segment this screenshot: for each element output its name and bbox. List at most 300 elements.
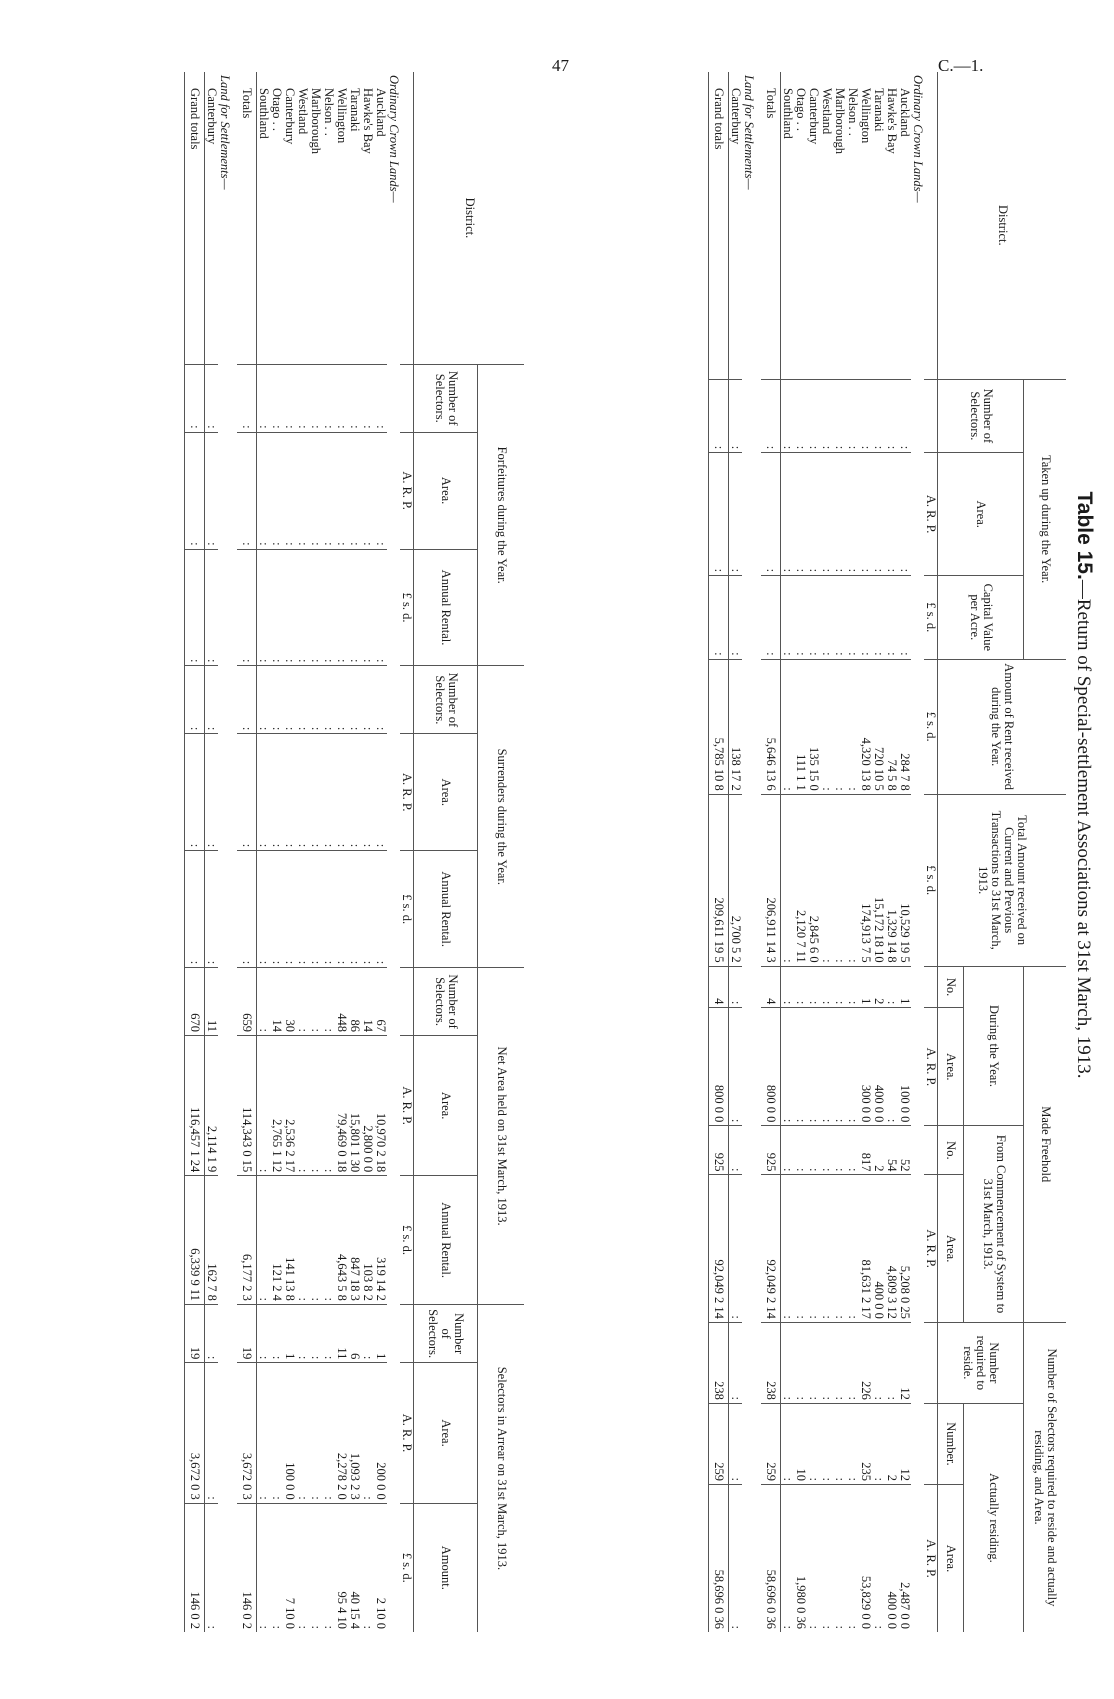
cell-res-no: : (729, 1403, 743, 1484)
cell-fc-no: : (847, 1126, 860, 1175)
cell-ar-area: : (271, 1363, 284, 1503)
cell-fo-area: : (205, 432, 219, 549)
cell-fc-area: : (847, 1175, 860, 1322)
cell-na-rent: 6,177 2 3 (238, 1176, 258, 1305)
grand-totals-row (185, 72, 205, 1632)
district-name: Grand totals (185, 72, 205, 364)
cell-su-rent: : (238, 851, 258, 968)
cell-fo-rent: : (205, 549, 219, 666)
cell-total: : (847, 794, 860, 966)
cell-na-rent: 103 8 2 (362, 1176, 375, 1305)
district-name: Totals (238, 72, 258, 364)
cell-su-sel: : (323, 666, 336, 734)
cell-ar-sel: 19 (185, 1304, 205, 1362)
district-name: Hawke's Bay (885, 88, 900, 154)
cell-su-area: : (271, 734, 284, 851)
cell-fo-area: : (323, 432, 336, 549)
cell-dy-area: 100 0 0 (899, 1008, 912, 1126)
cell-ar-area: : (205, 1363, 219, 1503)
header-annual-rental: Annual Rental. (414, 851, 478, 968)
cell-tu-sel: : (899, 379, 912, 453)
table-row (860, 72, 873, 1632)
cell-req: : (781, 1322, 795, 1403)
cell-res-no: 2 (886, 1403, 899, 1484)
cell-total: 15,172 18 10 (873, 794, 886, 966)
cell-na-rent: 121 2 4 (271, 1176, 284, 1305)
cell-fc-area: 5,208 0 25 (899, 1175, 912, 1322)
cell-res-no: 235 (860, 1403, 873, 1484)
cell-na-area: 2,800 0 0 (362, 1035, 375, 1175)
cell-tu-cap: : (821, 576, 834, 660)
cell-dy-no: : (729, 966, 743, 1008)
cell-res-no: 12 (899, 1403, 912, 1484)
table-row (349, 72, 362, 1632)
cell-fc-no: 54 (886, 1126, 899, 1175)
cell-fo-rent: : (310, 549, 323, 666)
header-area: Area. (938, 453, 1024, 576)
units-arp: A. R. P. (401, 1363, 415, 1503)
cell-dy-area: : (781, 1008, 795, 1126)
cell-dy-area: : (834, 1008, 847, 1126)
cell-tu-cap: : (781, 576, 795, 660)
cell-fc-no: : (834, 1126, 847, 1175)
table-row (886, 72, 899, 1632)
cell-fc-area: : (729, 1175, 743, 1322)
cell-fo-sel: : (362, 364, 375, 432)
header-num-selectors: Number of Selectors. (414, 1304, 478, 1362)
units-lsd: £ s. d. (925, 576, 939, 660)
cell-su-rent: : (375, 851, 388, 968)
cell-res-area: 53,829 0 0 (860, 1484, 873, 1632)
cell-tu-sel: : (873, 379, 886, 453)
header-num-selectors: Number of Selectors. (414, 364, 478, 432)
cell-fo-rent: : (185, 549, 205, 666)
cell-fc-no: : (795, 1126, 808, 1175)
cell-su-rent: : (349, 851, 362, 968)
units-lsd: £ s. d. (401, 1176, 415, 1305)
units-arp: A. R. P. (401, 1035, 415, 1175)
cell-ar-area: 3,672 0 3 (185, 1363, 205, 1503)
cell-na-sel: 30 (284, 968, 297, 1036)
cell-fo-area: : (349, 432, 362, 549)
cell-req: 12 (899, 1322, 912, 1403)
cell-su-area: : (297, 734, 310, 851)
units-blank (401, 666, 415, 734)
cell-su-area: : (284, 734, 297, 851)
units-blank (401, 968, 415, 1036)
header-dy-area: Area. (938, 1008, 964, 1126)
cell-su-rent: : (185, 851, 205, 968)
cell-su-rent: : (205, 851, 219, 968)
cell-na-rent: : (310, 1176, 323, 1305)
units-lsd: £ s. d. (925, 794, 939, 966)
cell-tu-sel: : (808, 379, 821, 453)
cell-ar-sel: 11 (336, 1304, 349, 1362)
cell-dy-no: : (821, 966, 834, 1008)
cell-su-sel: : (257, 666, 271, 734)
cell-res-no: : (781, 1403, 795, 1484)
cell-su-rent: : (310, 851, 323, 968)
cell-tu-sel: : (709, 379, 729, 453)
cell-tu-sel: : (847, 379, 860, 453)
cell-fc-area: 81,631 2 17 (860, 1175, 873, 1322)
district-name: Marlborough (309, 88, 324, 154)
cell-req: 238 (709, 1322, 729, 1403)
cell-fo-rent: : (336, 549, 349, 666)
section-settlements-row (743, 72, 762, 1632)
cell-tu-sel: : (821, 379, 834, 453)
table-title-text: —Return of Special-settlement Associations at 31st March, 1913. (1073, 579, 1094, 1079)
cell-fo-area: : (375, 432, 388, 549)
district-name: Totals (762, 72, 782, 379)
cell-fo-area: : (310, 432, 323, 549)
cell-ar-area: : (257, 1363, 271, 1503)
cell-fo-rent: : (362, 549, 375, 666)
cell-tu-cap: : (860, 576, 873, 660)
cell-rent: 4,320 13 8 (860, 659, 873, 794)
cell-tu-area: : (781, 453, 795, 576)
units-lsd: £ s. d. (925, 659, 939, 794)
cell-su-rent: : (257, 851, 271, 968)
cell-fo-area: : (362, 432, 375, 549)
cell-tu-area: : (795, 453, 808, 576)
cell-tu-sel: : (860, 379, 873, 453)
cell-tu-cap: : (886, 576, 899, 660)
district-name: Nelson . . (322, 88, 337, 136)
cell-ar-sel: : (323, 1304, 336, 1362)
cell-tu-cap: : (873, 576, 886, 660)
district-name: Taranaki (348, 88, 363, 132)
cell-ar-sel: : (310, 1304, 323, 1362)
cell-res-no: 259 (709, 1403, 729, 1484)
cell-dy-area: : (808, 1008, 821, 1126)
cell-ar-area: 2,278 2 0 (336, 1363, 349, 1503)
cell-tu-area: : (860, 453, 873, 576)
cell-na-area: 114,343 0 15 (238, 1035, 258, 1175)
cell-fo-sel: : (310, 364, 323, 432)
cell-res-area: 400 0 0 (886, 1484, 899, 1632)
cell-fc-area: 400 0 0 (873, 1175, 886, 1322)
cell-fc-area: 4,809 3 12 (886, 1175, 899, 1322)
cell-na-rent: : (257, 1176, 271, 1305)
cell-ar-amt: 146 0 2 (185, 1503, 205, 1632)
cell-fc-area: 92,049 2 14 (709, 1175, 729, 1322)
header-num-selectors: Number of Selectors. (414, 968, 478, 1036)
district-name: Otago . . (270, 88, 285, 132)
header-net-area: Net Area held on 31st March, 1913. (478, 968, 524, 1305)
cell-tu-sel: : (781, 379, 795, 453)
cell-fo-rent: : (375, 549, 388, 666)
header-selectors-reside: Number of Selectors required to reside and actually residing, and Area. (1024, 1322, 1066, 1632)
cell-fo-sel: : (257, 364, 271, 432)
cell-res-area: 58,696 0 36 (709, 1484, 729, 1632)
header-res-area: Area. (938, 1484, 964, 1632)
cell-fc-no: : (781, 1126, 795, 1175)
cell-dy-no: : (886, 966, 899, 1008)
cell-tu-sel: : (886, 379, 899, 453)
cell-res-area: : (729, 1484, 743, 1632)
cell-rent: 5,646 13 6 (762, 659, 782, 794)
cell-req: : (795, 1322, 808, 1403)
table-number: Table 15. (1073, 491, 1096, 580)
cell-su-sel: : (297, 666, 310, 734)
district-name: Auckland (898, 88, 913, 137)
cell-fo-area: : (238, 432, 258, 549)
table-row (310, 72, 323, 1632)
cell-ar-amt: 95 4 10 (336, 1503, 349, 1632)
cell-dy-area: 300 0 0 (860, 1008, 873, 1126)
cell-dy-no: : (795, 966, 808, 1008)
cell-na-rent: 162 7 8 (205, 1176, 219, 1305)
cell-na-area: : (323, 1035, 336, 1175)
cell-total: 174,913 7 5 (860, 794, 873, 966)
header-made-freehold: Made Freehold (1024, 966, 1066, 1322)
cell-na-rent: 319 14 2 (375, 1176, 388, 1305)
cell-na-area: 10,970 2 18 (375, 1035, 388, 1175)
cell-su-area: : (362, 734, 375, 851)
table-row (323, 72, 336, 1632)
table-title (1072, 0, 1096, 1570)
cell-fc-area: 92,049 2 14 (762, 1175, 782, 1322)
cell-dy-no: : (781, 966, 795, 1008)
cell-ar-sel: 19 (238, 1304, 258, 1362)
cell-su-sel: : (375, 666, 388, 734)
header-area: Area. (414, 734, 478, 851)
cell-fc-area: : (808, 1175, 821, 1322)
cell-fc-no: 925 (762, 1126, 782, 1175)
units-blank (925, 1403, 939, 1484)
cell-total: : (781, 794, 795, 966)
cell-su-area: : (375, 734, 388, 851)
cell-ar-sel: 1 (375, 1304, 388, 1362)
table-row (257, 72, 271, 1632)
header-annual-rental: Annual Rental. (414, 1176, 478, 1305)
header-res-number: Number. (938, 1403, 964, 1484)
section-settlements-label: Land for Settlements— (218, 75, 233, 190)
table-row (284, 72, 297, 1632)
document-reference: C.—1. (938, 56, 984, 75)
header-district: District. (414, 72, 524, 364)
cell-na-area: 2,536 2 17 (284, 1035, 297, 1175)
cell-ar-sel: : (297, 1304, 310, 1362)
cell-na-sel: 14 (271, 968, 284, 1036)
district-name: Auckland (374, 88, 389, 137)
cell-dy-area: : (795, 1008, 808, 1126)
cell-fo-rent: : (323, 549, 336, 666)
units-arp: A. R. P. (401, 734, 415, 851)
cell-na-sel: 659 (238, 968, 258, 1036)
cell-tu-cap: : (729, 576, 743, 660)
table-row (834, 72, 847, 1632)
units-lsd: £ s. d. (401, 1503, 415, 1632)
cell-total: 209,611 19 5 (709, 794, 729, 966)
cell-na-sel: : (257, 968, 271, 1036)
header-area: Area. (414, 432, 478, 549)
cell-fc-area: : (834, 1175, 847, 1322)
cell-tu-sel: : (729, 379, 743, 453)
units-blank (925, 72, 939, 379)
cell-ar-sel: : (271, 1304, 284, 1362)
cell-su-sel: : (310, 666, 323, 734)
cell-fo-area: : (284, 432, 297, 549)
cell-rent: 138 17 2 (729, 659, 743, 794)
table-row (847, 72, 860, 1632)
cell-res-area: : (808, 1484, 821, 1632)
cell-tu-sel: : (834, 379, 847, 453)
header-area: Area. (414, 1363, 478, 1503)
table-row (729, 72, 743, 1632)
cell-tu-sel: : (762, 379, 782, 453)
district-name: Canterbury (205, 88, 220, 145)
cell-fo-sel: : (271, 364, 284, 432)
cell-na-sel: 67 (375, 968, 388, 1036)
cell-ar-amt: : (257, 1503, 271, 1632)
cell-ar-area: : (310, 1363, 323, 1503)
units-lsd: £ s. d. (401, 549, 415, 666)
cell-fo-area: : (297, 432, 310, 549)
table-row (375, 72, 388, 1632)
cell-tu-area: : (847, 453, 860, 576)
cell-na-area: : (297, 1035, 310, 1175)
cell-fc-area: : (795, 1175, 808, 1322)
district-name: Grand totals (709, 72, 729, 379)
cell-dy-area: 400 0 0 (873, 1008, 886, 1126)
table-row (781, 72, 795, 1632)
cell-rent: : (834, 659, 847, 794)
units-blank (401, 1304, 415, 1362)
cell-fo-rent: : (349, 549, 362, 666)
cell-fc-no: 2 (873, 1126, 886, 1175)
cell-total: : (834, 794, 847, 966)
cell-na-sel: 14 (362, 968, 375, 1036)
table-row (808, 72, 821, 1632)
cell-tu-area: : (808, 453, 821, 576)
cell-ar-area: 100 0 0 (284, 1363, 297, 1503)
cell-tu-area: : (886, 453, 899, 576)
cell-res-no: : (821, 1403, 834, 1484)
page-number: 47 (552, 56, 569, 75)
table-row (205, 72, 219, 1632)
cell-su-sel: : (284, 666, 297, 734)
top-table (709, 72, 1067, 1632)
cell-fc-no: : (729, 1126, 743, 1175)
cell-res-area: : (821, 1484, 834, 1632)
cell-rent: : (847, 659, 860, 794)
cell-ar-amt: : (323, 1503, 336, 1632)
cell-res-area: 1,980 0 36 (795, 1484, 808, 1632)
cell-tu-sel: : (795, 379, 808, 453)
section-settlements-label: Land for Settlements— (742, 75, 757, 190)
cell-dy-no: 2 (873, 966, 886, 1008)
cell-fo-sel: : (205, 364, 219, 432)
cell-su-sel: : (349, 666, 362, 734)
cell-total: 2,120 7 11 (795, 794, 808, 966)
cell-tu-area: : (729, 453, 743, 576)
cell-fo-area: : (271, 432, 284, 549)
cell-fo-sel: : (349, 364, 362, 432)
cell-fo-rent: : (284, 549, 297, 666)
cell-ar-amt: 2 10 0 (375, 1503, 388, 1632)
units-arp: A. R. P. (925, 1008, 939, 1126)
top-table-wrap (709, 72, 1067, 1642)
cell-na-rent: 141 13 8 (284, 1176, 297, 1305)
cell-res-no: : (808, 1403, 821, 1484)
table-row (271, 72, 284, 1632)
cell-na-area: : (310, 1035, 323, 1175)
cell-na-rent: : (297, 1176, 310, 1305)
cell-rent: 720 10 5 (873, 659, 886, 794)
cell-na-area: 15,801 1 30 (349, 1035, 362, 1175)
cell-su-area: : (238, 734, 258, 851)
cell-tu-cap: : (847, 576, 860, 660)
units-blank (925, 1322, 939, 1403)
cell-ar-amt: 40 15 4 (349, 1503, 362, 1632)
cell-tu-area: : (834, 453, 847, 576)
cell-su-area: : (336, 734, 349, 851)
district-name: Westland (296, 88, 311, 135)
header-from-commencement: From Commencement of System to 31st March, 1913. (964, 1126, 1024, 1323)
cell-req: : (873, 1322, 886, 1403)
cell-res-no: 10 (795, 1403, 808, 1484)
cell-fo-rent: : (271, 549, 284, 666)
cell-ar-sel: 6 (349, 1304, 362, 1362)
table-row (795, 72, 808, 1632)
cell-na-sel: 11 (205, 968, 219, 1036)
header-total-received: Total Amount received on Current and Previous Transactions to 31st March, 1913. (938, 794, 1066, 966)
units-blank (401, 72, 415, 364)
cell-su-area: : (349, 734, 362, 851)
cell-fo-sel: : (185, 364, 205, 432)
table-row (899, 72, 912, 1632)
cell-tu-cap: : (834, 576, 847, 660)
cell-fo-sel: : (375, 364, 388, 432)
district-name: Wellington (859, 88, 874, 144)
cell-tu-cap: : (795, 576, 808, 660)
cell-fc-no: 817 (860, 1126, 873, 1175)
cell-fc-no: : (821, 1126, 834, 1175)
cell-tu-area: : (709, 453, 729, 576)
cell-fc-no: 52 (899, 1126, 912, 1175)
grand-totals-row (709, 72, 729, 1632)
cell-ar-area: : (323, 1363, 336, 1503)
district-name: Marlborough (833, 88, 848, 154)
cell-fo-area: : (185, 432, 205, 549)
cell-fo-rent: : (257, 549, 271, 666)
totals-row (762, 72, 782, 1632)
cell-res-area: : (834, 1484, 847, 1632)
cell-tu-cap: : (899, 576, 912, 660)
cell-rent: 135 15 0 (808, 659, 821, 794)
cell-su-area: : (323, 734, 336, 851)
totals-row (238, 72, 258, 1632)
header-during-year: During the Year. (964, 966, 1024, 1126)
cell-na-area: 79,469 0 18 (336, 1035, 349, 1175)
cell-na-rent: : (323, 1176, 336, 1305)
cell-fo-sel: : (297, 364, 310, 432)
cell-dy-no: 1 (899, 966, 912, 1008)
table-row (297, 72, 310, 1632)
cell-ar-amt: 146 0 2 (238, 1503, 258, 1632)
header-annual-rental: Annual Rental. (414, 549, 478, 666)
cell-tu-area: : (821, 453, 834, 576)
section-ordinary-label: Ordinary Crown Lands— (911, 75, 926, 203)
cell-dy-no: 4 (762, 966, 782, 1008)
cell-rent: 284 7 8 (899, 659, 912, 794)
cell-res-no: : (834, 1403, 847, 1484)
table-row (362, 72, 375, 1632)
district-name: Wellington (335, 88, 350, 144)
cell-na-sel: : (310, 968, 323, 1036)
